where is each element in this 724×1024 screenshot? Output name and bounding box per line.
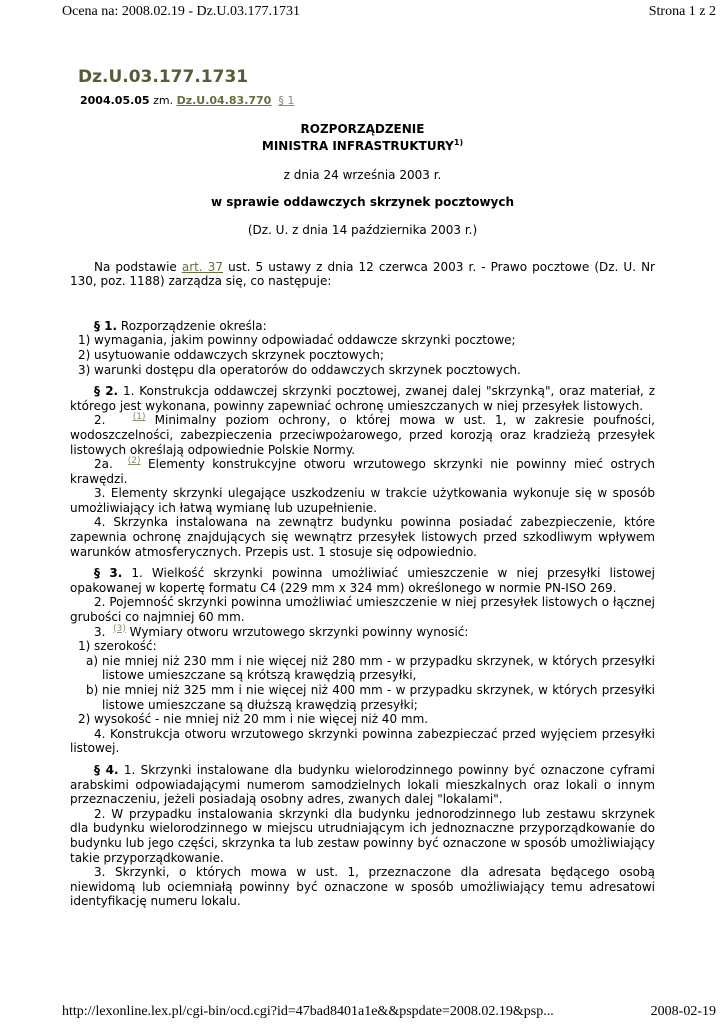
p2a-text: Elementy konstrukcyjne otworu wrzutowego skrzynki nie powinny mieć ostrych krawędzi. xyxy=(70,457,655,486)
section-1-text: Rozporządzenie określa: xyxy=(117,318,267,333)
section-2-label: § 2. xyxy=(94,384,119,399)
article-37-link[interactable]: art. 37 xyxy=(181,259,224,274)
heading-line-1: ROZPORZĄDZENIE xyxy=(300,121,425,136)
date-line: z dnia 24 września 2003 r. xyxy=(283,167,442,182)
footer-date: 2008-02-19 xyxy=(650,1004,716,1019)
section-4-p1: 1. Skrzynki instalowane dla budynku wielorodzinnego powinny być oznaczone cyframi arabskimi odpowiadającymi numerom samodzielnych lokali mieszkalnych oraz lokali o innym przeznaczeniu, jeżeli posiadają osobny adres, zwanych dalej "lokalami". xyxy=(70,762,655,807)
section-3-p2: 2. Pojemność skrzynki powinna umożliwiać umieszczenie w niej przesyłek listowych o łącznej grubości co najmniej 60 mm. xyxy=(70,595,655,625)
amendment-line xyxy=(80,94,655,109)
item-number: 2) xyxy=(78,347,91,362)
list-item xyxy=(70,712,655,727)
section-2-p4: 4. Skrzynka instalowana na zewnątrz budynku powinna posiadać zabezpieczenie, które zapewnia ochronę znajdujących się wewnątrz przesyłek listowych przed szkodliwym wpływem warunków atmosferycznych. Przepis ust. 1 stosuje się odpowiednio. xyxy=(70,515,655,559)
p2a-number: 2a. xyxy=(94,457,113,472)
amendment-date: 2004.05.05 xyxy=(80,94,150,107)
section-1 xyxy=(70,319,655,334)
p2-text: Minimalny poziom ochrony, o której mowa w ust. 1, w zakresie poufności, wodoszczelności, zabezpieczenia przeciwpożarowego, przed korozją oraz kradzieżą przesyłek listowych określają odpowiednie Polskie Normy. xyxy=(70,413,655,457)
section-4-label: § 4. xyxy=(94,762,119,777)
ref-3-link[interactable]: (3) xyxy=(113,623,126,634)
ref-1-link[interactable]: (1) xyxy=(132,412,146,423)
list-item xyxy=(70,363,655,378)
publication-line: (Dz. U. z dnia 14 października 2003 r.) xyxy=(247,222,478,237)
document-body xyxy=(70,66,655,909)
section-4-p2: 2. W przypadku instalowania skrzynki dla budynku jednorodzinnego lub zestawu skrzynek dla budynku wielorodzinnego w miejscu utrudniającym ich jednoznaczne przyporządkowanie do budynku lub jego części, skrzynka ta lub zestaw powinny być oznaczone w sposób umożliwiający takie przyporządkowanie. xyxy=(70,806,655,865)
header-left: Ocena na: 2008.02.19 - Dz.U.03.177.1731 xyxy=(62,4,300,19)
section-2-p2a xyxy=(70,457,655,486)
subitem-letter: b) xyxy=(86,683,99,697)
item-text: wymagania, jakim powinny odpowiadać oddawcze skrzynki pocztowe; xyxy=(94,333,516,348)
item-text: usytuowanie oddawczych skrzynek pocztowych; xyxy=(94,347,385,362)
p2-number: 2. xyxy=(94,413,106,428)
section-3-p1: 1. Wielkość skrzynki powinna umożliwiać umieszczenie w niej przesyłki listowej opakowanej w kopertę formatu C4 (229 mm x 324 mm) określonego w normie PN-ISO 269. xyxy=(70,566,655,595)
section-4 xyxy=(70,763,655,807)
section-2-p2 xyxy=(70,413,655,457)
section-4-p3: 3. Skrzynki, o których mowa w ust. 1, przeznaczone dla adresata będącego osobą niewidomą lub ociemniałą powinny być oznaczone w sposób umożliwiający temu adresatowi identyfikację numeru lokalu. xyxy=(70,865,655,909)
heading-line-2 xyxy=(70,136,655,154)
item-number: 2) xyxy=(78,712,91,727)
ref-2-link[interactable]: (2) xyxy=(127,456,141,467)
item-text: szerokość: xyxy=(94,639,157,654)
heading-ministry: MINISTRA INFRASTRUKTURY xyxy=(261,139,454,154)
preamble xyxy=(70,260,655,289)
amendment-link[interactable]: Dz.U.04.83.770 xyxy=(176,94,272,107)
section-3-p4: 4. Konstrukcja otworu wrzutowego skrzynki powinna zabezpieczać przed wyjęciem przesyłki listowej. xyxy=(70,726,655,756)
list-subitem xyxy=(70,683,655,712)
item-number: 3) xyxy=(78,362,91,377)
document-title: Dz.U.03.177.1731 xyxy=(78,67,249,87)
list-subitem xyxy=(70,654,655,683)
section-1-label: § 1. xyxy=(94,318,118,333)
section-2 xyxy=(70,384,655,413)
item-text: wysokość - nie mniej niż 20 mm i nie więcej niż 40 mm. xyxy=(94,712,429,727)
list-item xyxy=(70,333,655,348)
preamble-text-b: ust. 5 ustawy z dnia 12 czerwca 2003 r. - Prawo pocztowe (Dz. U. Nr 130, poz. 1188) zarządza się, co następuje: xyxy=(70,259,655,289)
amendment-paragraph-link[interactable]: § 1 xyxy=(278,94,295,107)
list-item xyxy=(70,639,655,654)
header-page-number: Strona 1 z 2 xyxy=(648,4,716,19)
subitem-text: nie mniej niż 230 mm i nie więcej niż 280 mm - w przypadku skrzynek, w których przesyłki listowe umieszczane są krótszą krawędzią przesyłki, xyxy=(102,653,655,683)
item-number: 1) xyxy=(78,333,91,348)
item-text: warunki dostępu dla operatorów do oddawczych skrzynek pocztowych. xyxy=(94,362,521,377)
print-header xyxy=(0,0,724,24)
footer-url: http://lexonline.lex.pl/cgi-bin/ocd.cgi?id=47bad8401a1e&&pspdate=2008.02.19&psp... xyxy=(62,1004,554,1019)
item-number: 1) xyxy=(78,639,91,654)
section-2-p1: 1. Konstrukcja oddawczej skrzynki pocztowej, zwanej dalej "skrzynką", oraz materiał, z którego jest wykonana, powinny zapewniać ochronę umieszczanych w niej przesyłek listowych. xyxy=(70,384,655,413)
footnote-ref: 1) xyxy=(453,138,464,148)
section-3 xyxy=(70,566,655,595)
p3-text: Wymiary otworu wrzutowego skrzynki powinny wynosić: xyxy=(125,624,469,639)
section-3-label: § 3. xyxy=(94,566,123,581)
section-3-p3 xyxy=(70,625,655,640)
p3-number: 3. xyxy=(94,624,106,639)
subject-line: w sprawie oddawczych skrzynek pocztowych xyxy=(210,195,515,210)
subitem-text: nie mniej niż 325 mm i nie więcej niż 400 mm - w przypadku skrzynek, w których przesyłki listowe umieszczane są dłuższą krawędzią przesyłki; xyxy=(102,683,655,712)
print-footer xyxy=(0,1002,724,1024)
subitem-letter: a) xyxy=(86,653,99,668)
section-2-p3: 3. Elementy skrzynki ulegające uszkodzeniu w trakcie użytkowania wykonuje się w sposób umożliwiający ich łatwą wymianę lub uzupełnienie. xyxy=(70,486,655,515)
preamble-text-a: Na podstawie xyxy=(94,259,182,274)
amendment-zm: zm. xyxy=(149,94,177,107)
list-item xyxy=(70,348,655,363)
